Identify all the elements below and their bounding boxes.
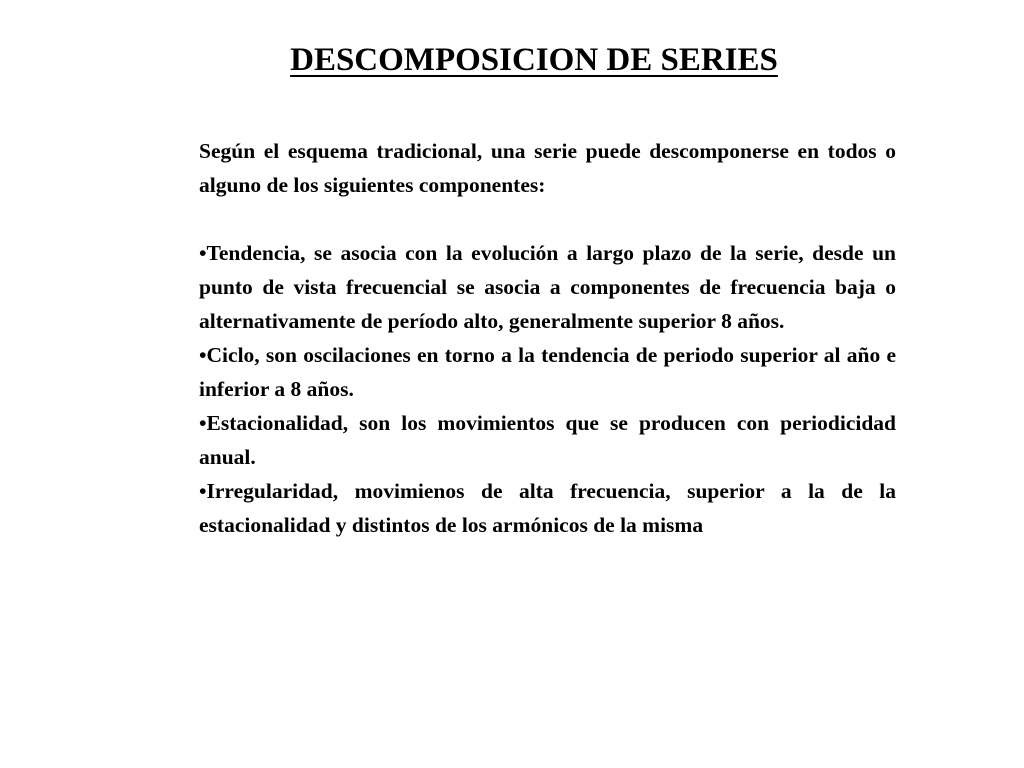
bullet-tendencia: •Tendencia, se asocia con la evolución a largo plazo de la serie, desde un punto de vista frecuencial se asocia a componentes de frecuencia baja o alternativamente de período alto, generalmente superior 8 años. [199,241,896,333]
slide-title: DESCOMPOSICION DE SERIES [290,42,778,78]
slide-body [199,134,896,542]
intro-paragraph: Según el esquema tradicional, una serie puede descomponerse en todos o alguno de los siguientes componentes: [199,139,896,197]
bullet-estacionalidad: •Estacionalidad, son los movimientos que se producen con periodicidad anual. [199,411,896,469]
bullet-ciclo: •Ciclo, son oscilaciones en torno a la tendencia de periodo superior al año e inferior a 8 años. [199,343,896,401]
bullet-irregularidad: •Irregularidad, movimienos de alta frecuencia, superior a la de la estacionalidad y distintos de los armónicos de la misma [199,479,896,537]
paragraph-spacer [199,202,896,236]
